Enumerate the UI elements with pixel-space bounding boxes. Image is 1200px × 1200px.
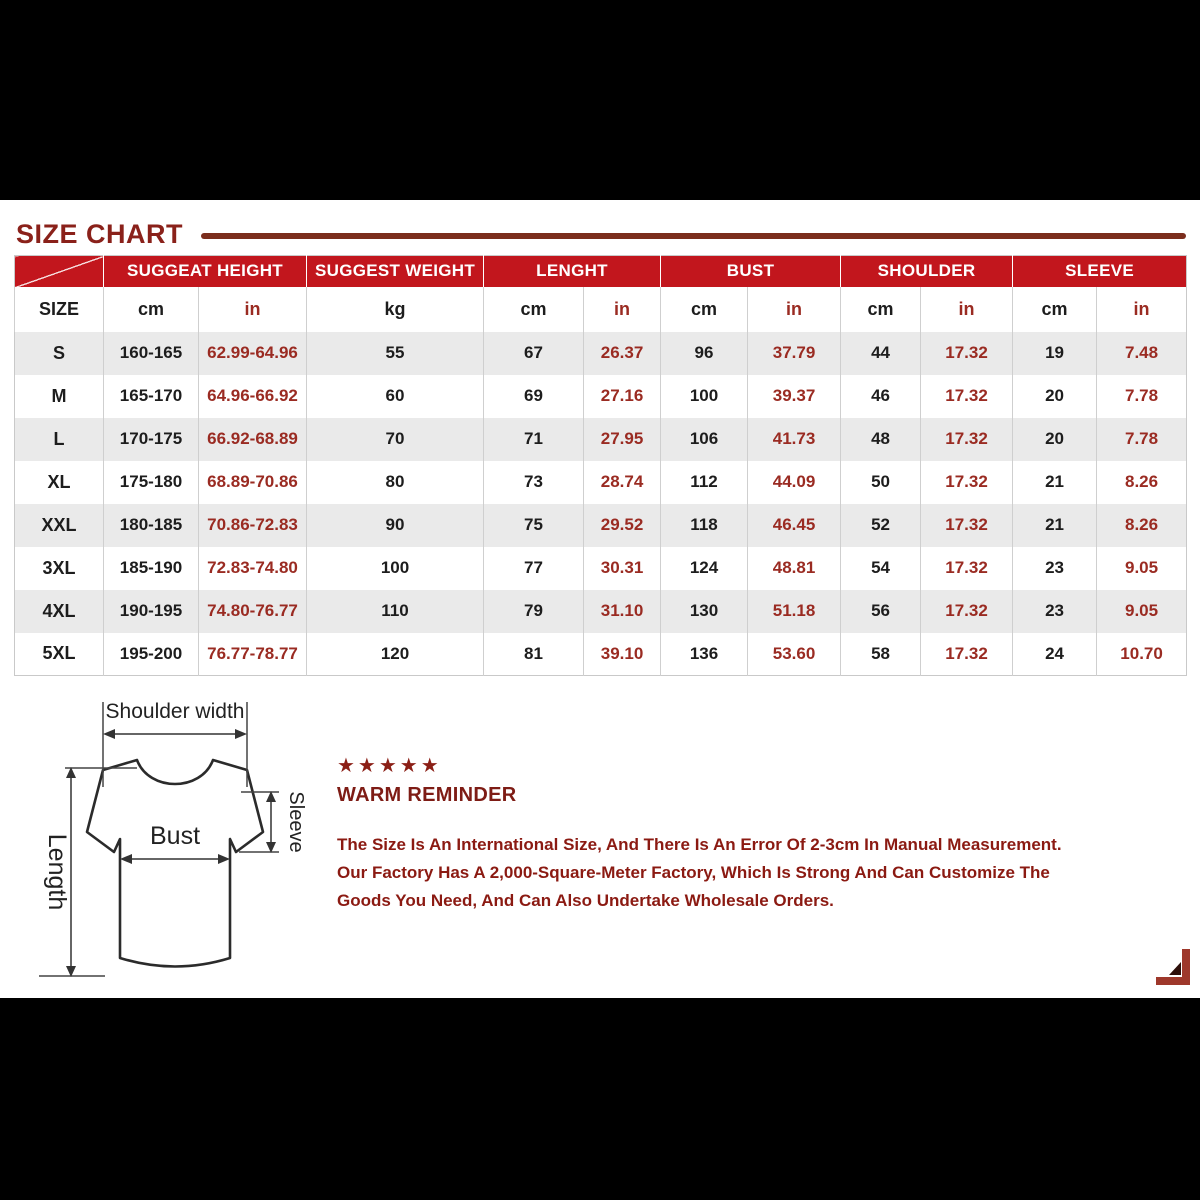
length-cm-cell: 79 [484, 590, 584, 633]
length-cm-cell: 67 [484, 332, 584, 375]
table-row [15, 633, 1187, 676]
bust-cm-cell: 96 [661, 332, 748, 375]
bust-in-cell: 44.09 [748, 461, 841, 504]
unit-header-row [15, 287, 1187, 332]
weight-kg-cell: 100 [307, 547, 484, 590]
height-cm-cell: 160-165 [104, 332, 199, 375]
bust-cm-cell: 106 [661, 418, 748, 461]
bust-in-header: in [748, 287, 841, 332]
col-group-shoulder: SHOULDER [841, 256, 1013, 287]
shoulder-in-cell: 17.32 [921, 547, 1013, 590]
weight-kg-cell: 70 [307, 418, 484, 461]
length-in-header: in [584, 287, 661, 332]
length-in-cell: 30.31 [584, 547, 661, 590]
height-cm-cell: 170-175 [104, 418, 199, 461]
col-group-suggest-weight: SUGGEST WEIGHT [307, 256, 484, 287]
top-black-band [0, 0, 1200, 200]
weight-kg-header: kg [307, 287, 484, 332]
shoulder-in-header: in [921, 287, 1013, 332]
shoulder-cm-cell: 50 [841, 461, 921, 504]
bust-label: Bust [149, 822, 201, 850]
sleeve-cm-cell: 20 [1013, 418, 1097, 461]
size-table [14, 255, 1187, 676]
bust-cm-cell: 130 [661, 590, 748, 633]
sleeve-cm-header: cm [1013, 287, 1097, 332]
height-in-cell: 68.89-70.86 [199, 461, 307, 504]
bust-in-cell: 37.79 [748, 332, 841, 375]
shoulder-cm-cell: 54 [841, 547, 921, 590]
length-cm-cell: 71 [484, 418, 584, 461]
size-label: 3XL [42, 557, 76, 578]
sleeve-in-cell: 9.05 [1097, 547, 1187, 590]
bust-cm-cell: 100 [661, 375, 748, 418]
size-label: XXL [41, 514, 77, 535]
corner-bracket-icon [1156, 947, 1192, 987]
bust-cm-header: cm [661, 287, 748, 332]
sleeve-in-cell: 8.26 [1097, 504, 1187, 547]
height-cm-header: cm [104, 287, 199, 332]
weight-kg-cell: 80 [307, 461, 484, 504]
sleeve-in-cell: 9.05 [1097, 590, 1187, 633]
weight-kg-cell: 90 [307, 504, 484, 547]
length-in-cell: 26.37 [584, 332, 661, 375]
sleeve-in-cell: 8.26 [1097, 461, 1187, 504]
length-in-cell: 31.10 [584, 590, 661, 633]
sleeve-in-cell: 7.78 [1097, 375, 1187, 418]
sleeve-cm-cell: 23 [1013, 547, 1097, 590]
shoulder-cm-cell: 56 [841, 590, 921, 633]
height-cm-cell: 190-195 [104, 590, 199, 633]
bust-cm-cell: 112 [661, 461, 748, 504]
length-cm-cell: 69 [484, 375, 584, 418]
bust-in-cell: 48.81 [748, 547, 841, 590]
table-row [15, 461, 1187, 504]
sleeve-cm-cell: 24 [1013, 633, 1097, 676]
shoulder-in-cell: 17.32 [921, 590, 1013, 633]
tshirt-outline [87, 760, 263, 967]
length-in-cell: 27.16 [584, 375, 661, 418]
col-group-length: LENGHT [484, 256, 661, 287]
weight-kg-cell: 55 [307, 332, 484, 375]
group-header-row [15, 256, 1187, 287]
table-row [15, 504, 1187, 547]
table-row [15, 547, 1187, 590]
table-row [15, 375, 1187, 418]
length-cm-header: cm [484, 287, 584, 332]
height-cm-cell: 180-185 [104, 504, 199, 547]
shoulder-in-cell: 17.32 [921, 504, 1013, 547]
table-row [15, 590, 1187, 633]
bust-cm-cell: 118 [661, 504, 748, 547]
length-in-cell: 28.74 [584, 461, 661, 504]
bust-cm-cell: 136 [661, 633, 748, 676]
length-in-cell: 39.10 [584, 633, 661, 676]
height-cm-cell: 165-170 [104, 375, 199, 418]
table-row [15, 332, 1187, 375]
height-in-cell: 66.92-68.89 [199, 418, 307, 461]
tshirt-measurement-diagram [25, 692, 340, 998]
sleeve-label: Sleeve [285, 791, 307, 853]
height-in-header: in [199, 287, 307, 332]
bust-in-cell: 46.45 [748, 504, 841, 547]
height-in-cell: 76.77-78.77 [199, 633, 307, 676]
sleeve-cm-cell: 23 [1013, 590, 1097, 633]
weight-kg-cell: 110 [307, 590, 484, 633]
height-in-cell: 62.99-64.96 [199, 332, 307, 375]
shoulder-cm-cell: 48 [841, 418, 921, 461]
warm-reminder-title: WARM REMINDER [337, 784, 517, 806]
col-group-bust: BUST [661, 256, 841, 287]
sleeve-in-cell: 7.48 [1097, 332, 1187, 375]
col-group-suggest-height: SUGGEAT HEIGHT [104, 256, 307, 287]
five-stars-icon: ★★★★★ [337, 755, 442, 777]
size-table-body [15, 332, 1187, 676]
height-in-cell: 74.80-76.77 [199, 590, 307, 633]
length-cm-cell: 75 [484, 504, 584, 547]
warm-reminder-block [337, 756, 1095, 915]
weight-kg-cell: 60 [307, 375, 484, 418]
height-in-cell: 64.96-66.92 [199, 375, 307, 418]
size-label: L [53, 428, 65, 449]
sleeve-in-cell: 7.78 [1097, 418, 1187, 461]
size-header: SIZE [15, 287, 104, 332]
diagonal-cell [15, 256, 104, 287]
sleeve-cm-cell: 21 [1013, 461, 1097, 504]
length-cm-cell: 73 [484, 461, 584, 504]
bottom-black-band [0, 998, 1200, 1200]
table-row [15, 418, 1187, 461]
bust-in-cell: 53.60 [748, 633, 841, 676]
length-cm-cell: 81 [484, 633, 584, 676]
shoulder-cm-cell: 58 [841, 633, 921, 676]
sleeve-cm-cell: 21 [1013, 504, 1097, 547]
warm-reminder-text: The Size Is An International Size, And There Is An Error Of 2-3cm In Manual Measurement. Our Factory Has A 2,000-Square-Meter Factory, Which Is Strong And Can Customize The Goods You Need, And Can Also Undertake Wholesale Orders. [337, 835, 1062, 910]
shoulder-in-cell: 17.32 [921, 461, 1013, 504]
bust-in-cell: 41.73 [748, 418, 841, 461]
length-cm-cell: 77 [484, 547, 584, 590]
title-row [16, 219, 1186, 250]
length-in-cell: 29.52 [584, 504, 661, 547]
bust-cm-cell: 124 [661, 547, 748, 590]
title-rule [201, 233, 1186, 239]
height-in-cell: 70.86-72.83 [199, 504, 307, 547]
shoulder-in-cell: 17.32 [921, 418, 1013, 461]
shoulder-in-cell: 17.32 [921, 633, 1013, 676]
shoulder-cm-header: cm [841, 287, 921, 332]
bust-in-cell: 51.18 [748, 590, 841, 633]
shoulder-cm-cell: 52 [841, 504, 921, 547]
shoulder-width-label: Shoulder width [105, 700, 245, 723]
sleeve-in-header: in [1097, 287, 1187, 332]
height-cm-cell: 185-190 [104, 547, 199, 590]
size-label: XL [47, 471, 71, 492]
size-label: 4XL [42, 600, 76, 621]
shoulder-cm-cell: 46 [841, 375, 921, 418]
length-label: Length [43, 833, 71, 911]
weight-kg-cell: 120 [307, 633, 484, 676]
col-group-sleeve: SLEEVE [1013, 256, 1187, 287]
shoulder-in-cell: 17.32 [921, 375, 1013, 418]
height-cm-cell: 175-180 [104, 461, 199, 504]
sleeve-in-cell: 10.70 [1097, 633, 1187, 676]
height-cm-cell: 195-200 [104, 633, 199, 676]
height-in-cell: 72.83-74.80 [199, 547, 307, 590]
sleeve-cm-cell: 19 [1013, 332, 1097, 375]
sleeve-cm-cell: 20 [1013, 375, 1097, 418]
size-label: 5XL [42, 643, 76, 664]
shoulder-cm-cell: 44 [841, 332, 921, 375]
page-title: SIZE CHART [16, 219, 183, 249]
size-label: S [52, 342, 65, 363]
length-in-cell: 27.95 [584, 418, 661, 461]
bust-in-cell: 39.37 [748, 375, 841, 418]
shoulder-in-cell: 17.32 [921, 332, 1013, 375]
size-label: M [51, 385, 67, 406]
